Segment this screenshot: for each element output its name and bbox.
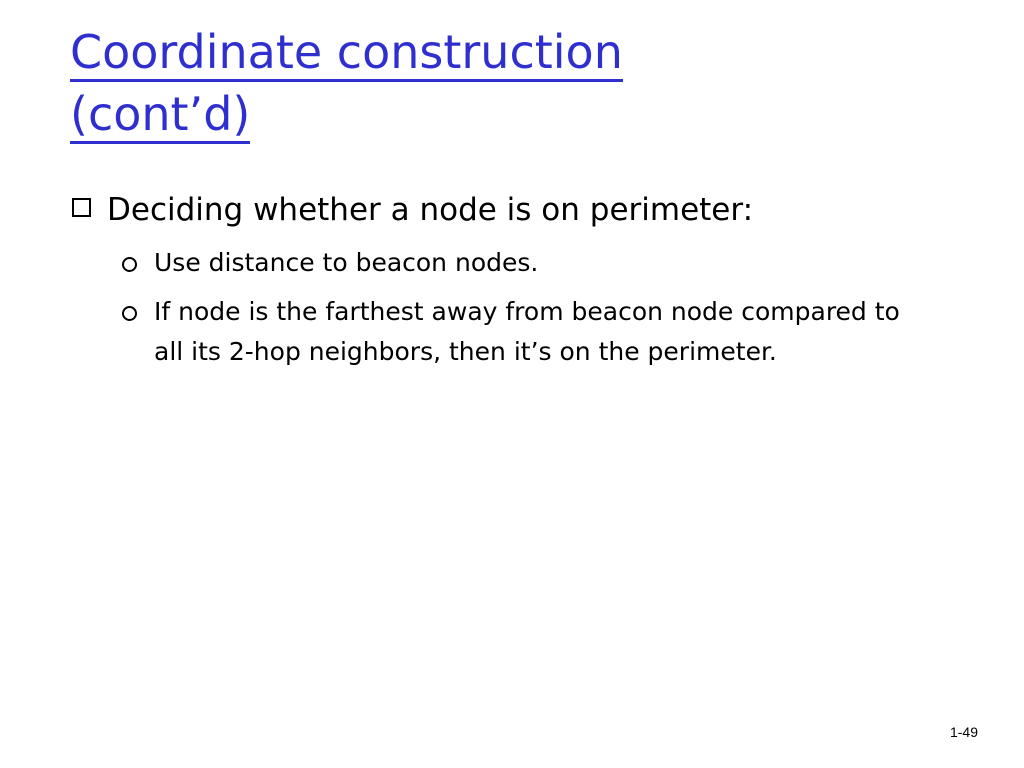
sub-bullet-text: Use distance to beacon nodes.	[154, 248, 539, 277]
sub-bullet-1	[122, 243, 922, 283]
title-line-1: Coordinate construction	[70, 27, 623, 82]
page-number: 1-49	[949, 724, 978, 740]
title-line-2: (cont’d)	[70, 89, 250, 144]
sub-bullet-2	[122, 292, 922, 372]
circle-bullet-icon	[122, 306, 137, 321]
square-bullet-icon	[72, 198, 91, 217]
main-bullet-text: Deciding whether a node is on perimeter:	[107, 192, 754, 228]
slide-title	[70, 24, 970, 148]
sub-bullet-text: If node is the farthest away from beacon node compared to all its 2-hop neighbors, then it’s on the perimeter.	[154, 297, 900, 366]
main-bullet	[72, 188, 972, 232]
circle-bullet-icon	[122, 257, 137, 272]
